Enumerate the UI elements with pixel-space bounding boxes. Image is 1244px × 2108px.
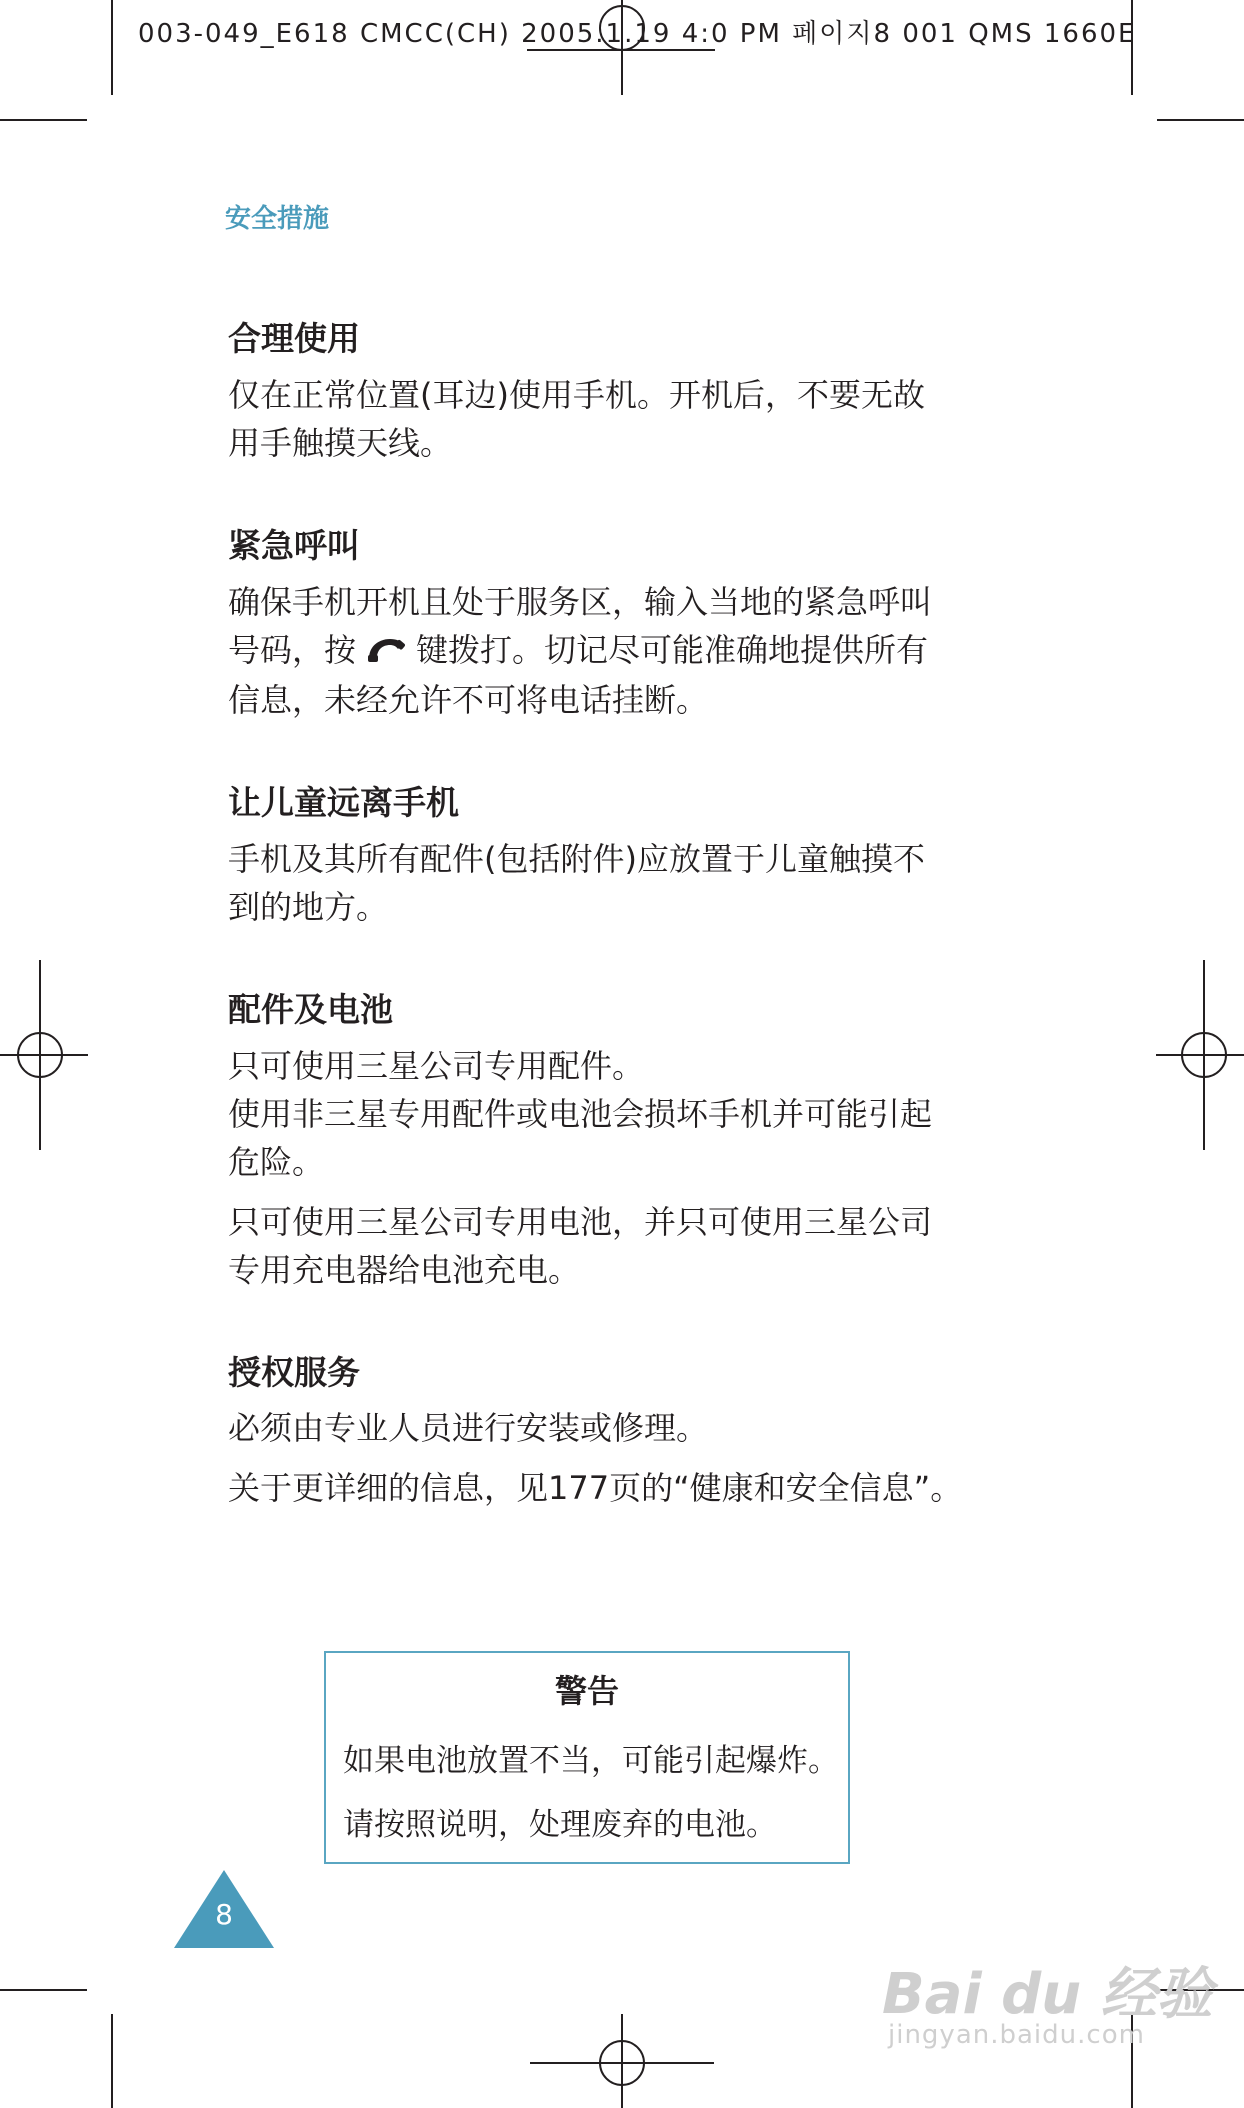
paragraph: [228, 371, 1028, 467]
text-fragment: 号码，按: [228, 630, 357, 669]
call-handset-icon: [366, 628, 406, 676]
section-authorized-service: [228, 1352, 1028, 1513]
text-line: 用手触摸天线。: [228, 423, 453, 462]
section-emergency-call: [228, 525, 1028, 724]
watermark-logo: Bai du 经验: [882, 1962, 1213, 2027]
paragraph: [228, 1198, 1028, 1294]
paragraph: [228, 835, 1028, 931]
section-accessories-battery: [228, 989, 1028, 1294]
text-line: 确保手机开机且处于服务区，输入当地的紧急呼叫: [228, 582, 933, 621]
print-slug: 003-049_E618 CMCC(CH) 2005.1.19 4:0 PM 페이지8 001 QMS 1660E: [138, 19, 1137, 49]
section-label: 安全措施: [225, 204, 330, 234]
text-line: 信息，未经允许不可将电话挂断。: [228, 680, 709, 719]
paragraph: [228, 1404, 1028, 1452]
text-line: 只可使用三星公司专用配件。: [228, 1046, 645, 1085]
main-content: [228, 318, 1028, 1570]
warning-box: [324, 1651, 850, 1864]
text-line: 仅在正常位置(耳边)使用手机。开机后，不要无故: [228, 375, 925, 414]
text-line: 手机及其所有配件(包括附件)应放置于儿童触摸不: [228, 839, 925, 878]
watermark-url: jingyan.baidu.com: [888, 2020, 1145, 2050]
paragraph: [228, 578, 1028, 724]
text-line: 使用非三星专用配件或电池会损坏手机并可能引起: [228, 1094, 933, 1133]
text-line: 关于更详细的信息，见177页的“健康和安全信息”。: [228, 1469, 963, 1508]
section-title: 让儿童远离手机: [228, 782, 459, 822]
section-title: 授权服务: [228, 1352, 360, 1392]
text-line: [228, 626, 1028, 676]
baidu-jingyan-watermark: [880, 1928, 1213, 2068]
text-line: 专用充电器给电池充电。: [228, 1250, 581, 1289]
paragraph: [228, 1464, 1028, 1512]
text-fragment: 键拨打。切记尽可能准确地提供所有: [416, 630, 929, 669]
warning-line: 如果电池放置不当，可能引起爆炸。: [343, 1743, 839, 1779]
paragraph: [228, 1042, 1028, 1186]
section-proper-use: [228, 318, 1028, 467]
section-title: 紧急呼叫: [228, 525, 360, 565]
text-line: 危险。: [228, 1142, 325, 1181]
section-title: 配件及电池: [228, 989, 393, 1029]
warning-line: 请按照说明，处理废弃的电池。: [343, 1807, 777, 1843]
text-line: 必须由专业人员进行安装或修理。: [228, 1409, 709, 1448]
text-line: 只可使用三星公司专用电池，并只可使用三星公司: [228, 1202, 933, 1241]
page-number: 8: [215, 1898, 233, 1931]
section-children: [228, 782, 1028, 931]
text-line: 到的地方。: [228, 887, 389, 926]
section-title: 合理使用: [228, 319, 360, 358]
warning-title: 警告: [554, 1672, 619, 1710]
